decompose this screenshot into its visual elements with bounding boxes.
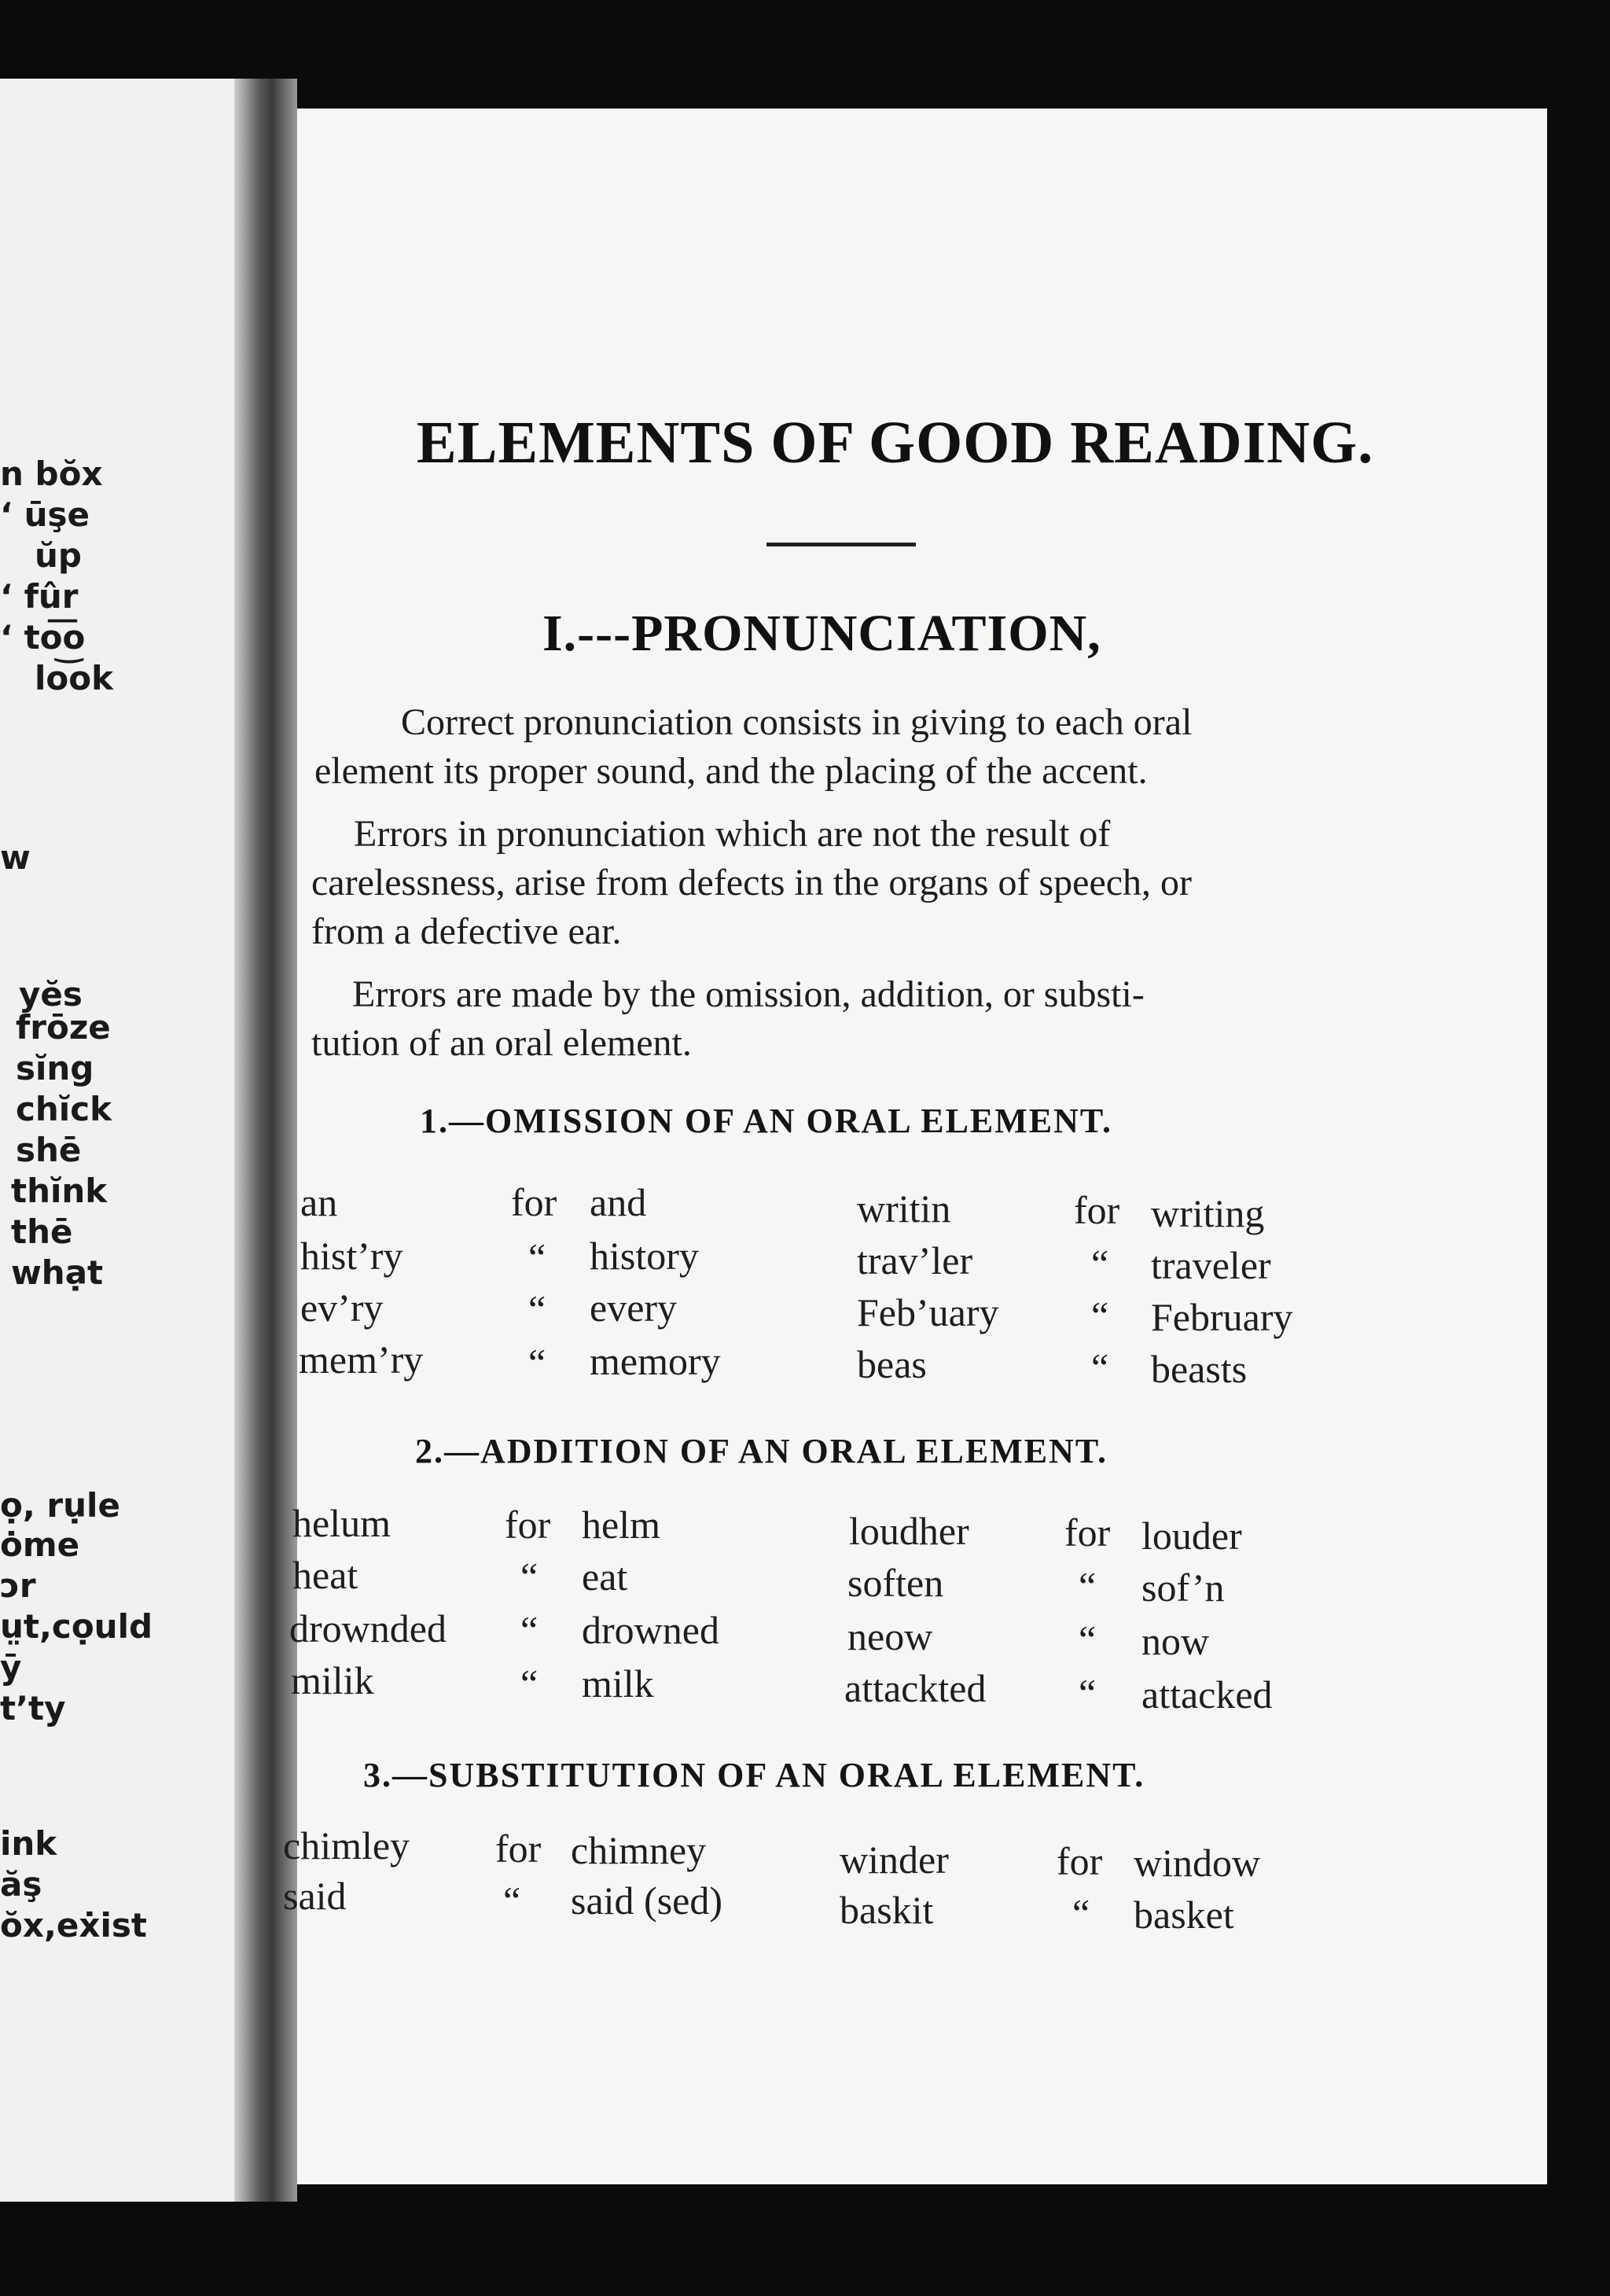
left-word: n bŏx — [0, 454, 103, 493]
table-cell: “ — [520, 1661, 539, 1705]
table-cell: for — [505, 1503, 551, 1547]
table-cell: for — [495, 1827, 542, 1871]
table-cell: “ — [1072, 1891, 1090, 1935]
section-title: I.---PRONUNCIATION, — [542, 605, 1101, 662]
facing-page — [0, 79, 234, 2202]
table-cell: traveler — [1151, 1243, 1271, 1287]
table-cell: beasts — [1151, 1347, 1248, 1391]
table-cell: trav’ler — [857, 1238, 973, 1282]
table-cell: louder — [1141, 1514, 1242, 1558]
table-cell: for — [511, 1180, 557, 1224]
paragraph-line: Errors in pronunciation which are not the result of — [354, 813, 1111, 855]
book-page — [283, 109, 1547, 2184]
table-cell: chimney — [571, 1828, 707, 1872]
paragraph-line: Correct pronunciation consists in giving to each oral — [401, 701, 1193, 743]
table-cell: drowned — [582, 1608, 719, 1652]
left-word: frōze — [16, 1008, 111, 1047]
left-word: ‘ ūşe — [0, 495, 90, 534]
table-cell: soften — [847, 1561, 944, 1605]
left-word: ăş — [0, 1865, 42, 1904]
table-cell: eat — [582, 1555, 628, 1599]
table-cell: hist’ry — [300, 1234, 403, 1278]
left-word: shē — [16, 1131, 82, 1169]
left-word: thē — [11, 1212, 73, 1251]
table-cell: “ — [528, 1235, 546, 1279]
table-cell: milk — [582, 1661, 654, 1705]
left-word: ṳt,cọuld — [0, 1607, 153, 1646]
left-word: ŭp — [35, 536, 82, 575]
page-title: ELEMENTS OF GOOD READING. — [417, 410, 1374, 476]
title-divider — [766, 543, 916, 546]
left-word: w — [0, 838, 31, 877]
table-cell: Feb’uary — [857, 1290, 999, 1334]
left-word: whạt — [11, 1253, 104, 1292]
table-cell: chimley — [283, 1823, 410, 1867]
left-word: t’ty — [0, 1689, 66, 1728]
table-cell: “ — [1079, 1564, 1097, 1608]
paragraph-line: Errors are made by the omission, addition, or substi- — [352, 973, 1145, 1015]
left-word: ȳ — [0, 1648, 22, 1687]
table-cell: memory — [590, 1339, 721, 1383]
table-cell: sof’n — [1141, 1566, 1225, 1610]
table-cell: milik — [291, 1658, 374, 1702]
subsection-heading: 3.—SUBSTITUTION OF AN ORAL ELEMENT. — [363, 1756, 1145, 1794]
table-cell: window — [1134, 1841, 1261, 1885]
table-cell: “ — [1091, 1293, 1109, 1337]
table-cell: “ — [503, 1878, 521, 1923]
table-cell: every — [590, 1286, 678, 1330]
left-word: ọ, rụle — [0, 1486, 120, 1525]
table-cell: ev’ry — [300, 1286, 384, 1330]
table-cell: “ — [1091, 1242, 1109, 1286]
left-word: ɔr — [0, 1566, 36, 1605]
table-cell: beas — [857, 1342, 927, 1386]
left-word: ‘ to͞o — [0, 618, 86, 657]
table-cell: “ — [528, 1341, 546, 1385]
table-cell: baskit — [840, 1888, 934, 1932]
paragraph-line: carelessness, arise from defects in the organs of speech, or — [311, 862, 1193, 903]
paragraph-line: element its proper sound, and the placing of the accent. — [314, 750, 1148, 792]
left-word: ‘ fûr — [0, 577, 79, 616]
table-cell: “ — [1079, 1671, 1097, 1715]
table-cell: February — [1151, 1295, 1293, 1339]
left-word: ŏx,eẋist — [0, 1906, 147, 1945]
table-cell: neow — [847, 1614, 933, 1658]
paragraph-line: tution of an oral element. — [311, 1022, 692, 1064]
table-cell: helum — [292, 1501, 391, 1545]
table-cell: attacked — [1141, 1672, 1273, 1716]
table-cell: for — [1057, 1839, 1103, 1883]
table-cell: said (sed) — [571, 1878, 722, 1923]
left-word: lo͝ok — [35, 659, 114, 697]
table-cell: an — [300, 1180, 338, 1224]
table-cell: for — [1074, 1188, 1120, 1232]
subsection-heading: 1.—OMISSION OF AN ORAL ELEMENT. — [420, 1102, 1113, 1140]
table-cell: history — [590, 1234, 699, 1278]
table-cell: loudher — [849, 1509, 969, 1553]
table-cell: drownded — [289, 1606, 447, 1650]
table-cell: and — [590, 1180, 647, 1224]
left-word: chĭck — [16, 1090, 112, 1128]
table-cell: “ — [1079, 1617, 1097, 1661]
table-cell: “ — [528, 1287, 546, 1331]
table-cell: winder — [840, 1838, 949, 1882]
table-cell: said — [283, 1874, 347, 1918]
table-cell: for — [1064, 1510, 1111, 1555]
left-word: sĭng — [16, 1049, 94, 1087]
table-cell: “ — [520, 1608, 539, 1652]
paragraph-line: from a defective ear. — [311, 911, 622, 952]
subsection-heading: 2.—ADDITION OF AN ORAL ELEMENT. — [415, 1432, 1108, 1470]
table-cell: writin — [857, 1187, 951, 1231]
table-cell: basket — [1134, 1893, 1234, 1937]
table-cell: now — [1141, 1619, 1210, 1663]
table-cell: writing — [1151, 1191, 1265, 1235]
left-word: ink — [0, 1824, 57, 1863]
table-cell: mem’ry — [299, 1337, 424, 1382]
table-cell: heat — [292, 1553, 358, 1597]
table-cell: “ — [1091, 1345, 1109, 1389]
left-word: thĭnk — [11, 1172, 108, 1210]
table-cell: “ — [520, 1555, 539, 1599]
left-word: ȯme — [0, 1525, 80, 1564]
table-cell: attackted — [844, 1666, 987, 1710]
table-cell: helm — [582, 1503, 660, 1547]
left-word: yĕs — [19, 975, 83, 1014]
